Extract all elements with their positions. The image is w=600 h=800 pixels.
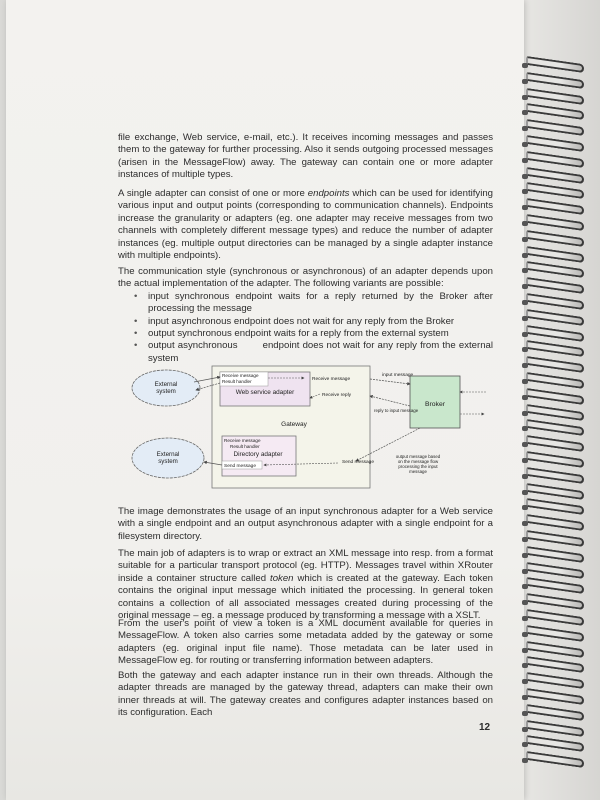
binding-ring	[526, 672, 584, 689]
binding-hole	[522, 458, 528, 463]
binding-ring	[526, 530, 584, 547]
binding-hole	[522, 332, 528, 337]
page-number: 12	[479, 722, 491, 733]
binding-ring	[526, 372, 584, 389]
svg-text:system: system	[156, 388, 176, 395]
binding-ring	[526, 625, 584, 642]
list-item: • input asynchronous endpoint does not wait for any reply from the Broker	[118, 316, 493, 328]
binding-ring	[526, 577, 584, 594]
binding-hole	[522, 363, 528, 368]
binding-hole	[522, 63, 528, 68]
paragraph-adapter-intro	[118, 132, 493, 182]
svg-text:system: system	[158, 458, 178, 465]
reply-to-input-label: reply to input message	[374, 408, 419, 413]
binding-hole	[522, 95, 528, 100]
binding-hole	[522, 426, 528, 431]
binding-ring	[526, 388, 584, 405]
svg-text:Receive message: Receive message	[222, 373, 259, 378]
binding-hole	[522, 126, 528, 131]
binding-ring	[526, 135, 584, 152]
binding-ring	[526, 325, 584, 342]
binding-hole	[522, 679, 528, 684]
binding-ring	[526, 72, 584, 89]
svg-text:on the message flow: on the message flow	[397, 459, 439, 464]
binding-hole	[522, 758, 528, 763]
binding-ring	[526, 88, 584, 105]
spiral-binding	[520, 60, 600, 780]
svg-text:External: External	[156, 451, 180, 458]
svg-text:message: message	[409, 469, 427, 474]
list-item: • output synchronous endpoint waits for a reply from the external system	[118, 328, 493, 340]
binding-hole	[522, 189, 528, 194]
input-message-label: input message	[382, 373, 414, 378]
external-system-cloud-bottom	[132, 438, 204, 478]
binding-ring	[526, 546, 584, 563]
gateway-label: Gateway	[281, 421, 307, 428]
binding-hole	[522, 268, 528, 273]
paragraph-endpoints: A single adapter can consist of one or more endpoints which can be used for identifying various input and output points (corresponding to communication channels). Endpoints increase the granularity or adapters (eg. one adapter may receive messages from two channels with completely different message types) and reduce the number of adapter instances (eg. multiple output directories can be managed by a single adapter instance with multiple endpoints).	[118, 188, 494, 262]
paragraph-threads: Both the gateway and each adapter instance run in their own threads. Although the adapter threads are managed by the gateway thread, adapters can make their own inner threads at will. The gateway creates and configures adapter instances based on its configuration. Each	[118, 670, 493, 719]
binding-hole	[522, 553, 528, 558]
binding-ring	[526, 688, 584, 705]
paragraph-image-description: The image demonstrates the usage of an input synchronous adapter for a Web service with a single endpoint and an output asynchronous adapter with a single endpoint for a filesystem directory.	[118, 506, 493, 542]
binding-ring	[526, 277, 584, 294]
directory-adapter-box	[222, 436, 296, 476]
binding-hole	[522, 253, 528, 258]
binding-hole	[522, 537, 528, 542]
document-page	[6, 0, 524, 800]
binding-ring	[526, 735, 584, 752]
binding-hole	[522, 727, 528, 732]
svg-text:External: External	[154, 381, 178, 388]
binding-ring	[526, 562, 584, 579]
variants-list	[118, 290, 496, 365]
binding-hole	[522, 474, 528, 479]
paragraph-text: file exchange, Web service, e-mail, etc.). It receives incoming messages and passes them to the gateway for further processing. Also it sends outgoing processed messages (arisen in the MessageFlow) away. The gateway can contain one or more adapter instances of multiple types.	[118, 132, 493, 181]
binding-ring	[526, 340, 584, 357]
svg-text:Broker: Broker	[424, 401, 446, 408]
binding-ring	[526, 419, 584, 436]
binding-hole	[522, 316, 528, 321]
binding-hole	[522, 158, 528, 163]
binding-hole	[522, 648, 528, 653]
binding-ring	[526, 103, 584, 120]
binding-ring	[526, 720, 584, 737]
svg-text:Send message: Send message	[224, 464, 256, 469]
binding-ring	[526, 451, 584, 468]
binding-hole	[522, 174, 528, 179]
output-message-note	[396, 454, 441, 474]
binding-hole	[522, 395, 528, 400]
binding-ring	[526, 356, 584, 373]
svg-text:Result handler: Result handler	[222, 379, 252, 384]
binding-hole	[522, 379, 528, 384]
paragraph-adapter-job: The main job of adapters is to wrap or extract an XML message into resp. from a format suitable for a particular transport protocol (eg. HTTP). Messages travel within XRouter inside a container structure called token which is created at the gateway. Each token contains the original input message which initiated the processing. In general token contains a collection of all associated messages created during processing of the original message – eg. a message produced by transforming a message with a XSLT.	[118, 548, 493, 622]
binding-hole	[522, 584, 528, 589]
binding-ring	[526, 656, 584, 673]
binding-ring	[526, 293, 584, 310]
broker-box	[410, 376, 460, 428]
binding-hole	[522, 490, 528, 495]
svg-text:Directory adapter: Directory adapter	[233, 451, 283, 458]
binding-ring	[526, 119, 584, 136]
binding-hole	[522, 142, 528, 147]
binding-ring	[526, 246, 584, 263]
binding-hole	[522, 521, 528, 526]
emphasis-endpoints: endpoints	[307, 188, 350, 199]
gateway-receive-message-label: Receive message	[312, 377, 351, 382]
emphasis-token: token	[270, 572, 294, 584]
binding-ring	[526, 404, 584, 421]
binding-hole	[522, 237, 528, 242]
svg-text:Receive message: Receive message	[224, 438, 261, 443]
binding-ring	[526, 261, 584, 278]
binding-hole	[522, 284, 528, 289]
binding-hole	[522, 411, 528, 416]
binding-ring	[526, 198, 584, 215]
web-service-adapter-box	[220, 372, 310, 406]
paragraph-token-view: From the user's point of view a token is a XML document available for queries in MessageFlow. A token also carries some metadata added by the gateway or some adapters (eg. original input file name). Those metadata can be later used in MessageFlow eg. for routing or transferring information between adapters.	[118, 618, 493, 667]
svg-text:Result handler: Result handler	[230, 444, 260, 449]
binding-hole	[522, 695, 528, 700]
binding-hole	[522, 110, 528, 115]
gateway-receive-reply-label: Receive reply	[322, 393, 352, 398]
binding-ring	[526, 467, 584, 484]
binding-hole	[522, 742, 528, 747]
binding-ring	[526, 593, 584, 610]
binding-hole	[522, 569, 528, 574]
binding-hole	[522, 632, 528, 637]
binding-ring	[526, 151, 584, 168]
binding-ring	[526, 182, 584, 199]
binding-ring	[526, 56, 584, 73]
binding-hole	[522, 442, 528, 447]
binding-hole	[522, 205, 528, 210]
binding-hole	[522, 221, 528, 226]
svg-text:processing the input: processing the input	[398, 464, 438, 469]
binding-ring	[526, 609, 584, 626]
binding-ring	[526, 435, 584, 452]
svg-text:Web service adapter: Web service adapter	[235, 389, 295, 396]
binding-hole	[522, 616, 528, 621]
binding-ring	[526, 309, 584, 326]
binding-hole	[522, 711, 528, 716]
binding-ring	[526, 230, 584, 247]
binding-ring	[526, 641, 584, 658]
external-system-cloud-top	[132, 370, 200, 406]
binding-ring	[526, 498, 584, 515]
binding-ring	[526, 514, 584, 531]
binding-hole	[522, 347, 528, 352]
binding-ring	[526, 167, 584, 184]
binding-hole	[522, 300, 528, 305]
list-item: • output asynchronous endpoint does not wait for any reply from the external system	[118, 340, 493, 365]
gateway-send-message-label: Send message	[342, 460, 374, 465]
binding-hole	[522, 505, 528, 510]
paragraph-communication-style: The communication style (synchronous or asynchronous) of an adapter depends upon the actual implementation of the adapter. The following variants are possible: • input synchronous endpoint waits for a reply returned by the Broker after processing the message • input asynchronous endpoint does not wait for any reply from the Broker • output synchronous endpoint waits for a reply from the external system • output asynchronous endpoint does not wait for any reply from the external system	[118, 266, 493, 365]
list-item: • input synchronous endpoint waits for a reply returned by the Broker after processing the message	[118, 291, 493, 316]
binding-ring	[526, 751, 584, 768]
binding-ring	[526, 214, 584, 231]
binding-ring	[526, 483, 584, 500]
binding-hole	[522, 600, 528, 605]
binding-hole	[522, 79, 528, 84]
svg-text:output message based: output message based	[395, 454, 441, 459]
architecture-diagram	[124, 362, 486, 492]
binding-ring	[526, 704, 584, 721]
binding-hole	[522, 663, 528, 668]
